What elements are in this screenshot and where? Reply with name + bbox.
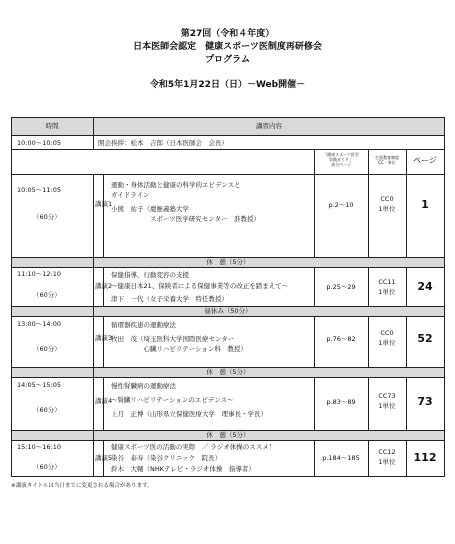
subheader-guide-2: 実践ガイド」 xyxy=(329,157,353,162)
lecture-duration: （60分） xyxy=(33,406,61,414)
cc-unit: 1単位 xyxy=(378,288,396,296)
lunch-break-label: 昼休み（50分） xyxy=(204,307,252,315)
col-header-content: 講習内容 xyxy=(256,122,282,130)
guide-page: p.76～82 xyxy=(326,335,356,343)
lecture-duration: （60分） xyxy=(33,345,61,353)
page-number: 1 xyxy=(421,198,429,211)
lecture-title: 運動・身体活動と健康の科学的エビデンスと xyxy=(111,181,241,189)
cc-code: CC73 xyxy=(378,392,396,400)
event-date: 令和5年1月22日（日）－Web開催－ xyxy=(149,80,306,90)
lecture-speaker: 上月 正博（山形県立保健医療大学 理事長・学長） xyxy=(111,410,267,418)
lecture-title: 循環器疾患の運動療法 xyxy=(111,321,176,329)
footnote: ※講演タイトルは当日までに変更される場合があります。 xyxy=(11,483,153,489)
guide-page: p.25～29 xyxy=(326,283,356,291)
lecture-speaker: 津下 一代（女子栄養大学 特任教授） xyxy=(111,295,228,303)
col-header-time: 時間 xyxy=(45,122,59,130)
lecture-duration: （60分） xyxy=(33,463,61,471)
lecture-speaker: 小熊 祐子（慶應義塾大学 xyxy=(111,205,189,213)
cc-code: CC12 xyxy=(378,448,396,456)
lecture-time: 14:05～15:05 xyxy=(17,381,61,389)
guide-page: p.2～10 xyxy=(328,201,354,209)
lecture-title: 健康スポーツ医の活動の実際 ／ ラジオ体操のススメ！ xyxy=(111,443,276,451)
lecture-speaker: スポーツ医学研究センター 准教授） xyxy=(111,215,260,223)
program-label: プログラム xyxy=(205,55,250,65)
lecture-speaker: 染谷 泰寿（染谷クリニック 院長） xyxy=(111,454,222,462)
guide-page: p.184～185 xyxy=(322,454,360,462)
lecture-time: 10:05～11:05 xyxy=(17,186,61,194)
lecture-title: 慢性腎臓病の運動療法 xyxy=(111,382,176,390)
program-table xyxy=(11,117,445,477)
opening-time: 10:00～10:05 xyxy=(17,139,61,147)
lecture-speaker: 心臓リハビリテーション科 教授） xyxy=(111,345,247,353)
program-main-title: 日本医師会認定 健康スポーツ医制度再研修会 xyxy=(133,42,322,52)
lecture-number: 講演2 xyxy=(95,282,113,290)
subheader-guide-3: 該当ページ xyxy=(331,162,351,167)
lecture-title: 保健指導、行動変容の支援 xyxy=(111,271,189,279)
lecture-speaker: 鈴木 大輔（NHKテレビ・ラジオ体操 指導者） xyxy=(111,465,255,473)
break-label: 休 憩（5分） xyxy=(206,258,250,266)
page-number: 73 xyxy=(417,395,433,408)
lecture-number: 講演1 xyxy=(95,200,113,208)
lecture-speaker: 牧田 茂（埼玉医科大学国際医療センター xyxy=(111,335,235,343)
lecture-duration: （60分） xyxy=(33,291,61,299)
cc-unit: 1単位 xyxy=(378,402,396,410)
lecture-number: 講演5 xyxy=(95,454,113,462)
cc-code: CC0 xyxy=(380,195,394,203)
cc-unit: 1単位 xyxy=(378,205,396,213)
lecture-time: 11:10～12:10 xyxy=(17,270,61,278)
subheader-page: ページ xyxy=(413,156,437,165)
subheader-credit-1: 生涯教育制度 xyxy=(375,155,399,160)
cc-unit: 1単位 xyxy=(378,458,396,466)
cc-code: CC11 xyxy=(378,278,396,286)
subheader-guide-1: 「健康スポーツ医学 xyxy=(323,152,359,157)
page-number: 52 xyxy=(417,332,433,345)
cc-unit: 1単位 xyxy=(378,339,396,347)
subheader-credit-2: CC・単位 xyxy=(378,160,396,165)
lecture-time: 13:00～14:00 xyxy=(17,320,61,328)
cc-code: CC0 xyxy=(380,329,394,337)
lecture-subtitle: ～健康日本21、保険者による保健事業等の改正を踏まえて～ xyxy=(111,282,289,290)
lecture-duration: （60分） xyxy=(33,213,61,221)
lecture-title: ガイドライン xyxy=(111,191,150,199)
page-number: 112 xyxy=(413,451,437,464)
guide-page: p.83～89 xyxy=(326,398,356,406)
lecture-time: 15:10～16:10 xyxy=(17,443,61,451)
lecture-number: 講演3 xyxy=(95,334,113,342)
program-series-title: 第27回（令和４年度） xyxy=(180,29,275,39)
page-number: 24 xyxy=(417,280,433,293)
lecture-number: 講演4 xyxy=(95,397,113,405)
break-label: 休 憩（5分） xyxy=(206,368,250,376)
break-label: 休 憩（5分） xyxy=(206,431,250,439)
lecture-subtitle: ～腎臓リハビリテーションのエビデンス～ xyxy=(111,396,234,404)
opening-remarks: 開会挨拶：松本 吉郎（日本医師会 会長） xyxy=(98,139,228,147)
